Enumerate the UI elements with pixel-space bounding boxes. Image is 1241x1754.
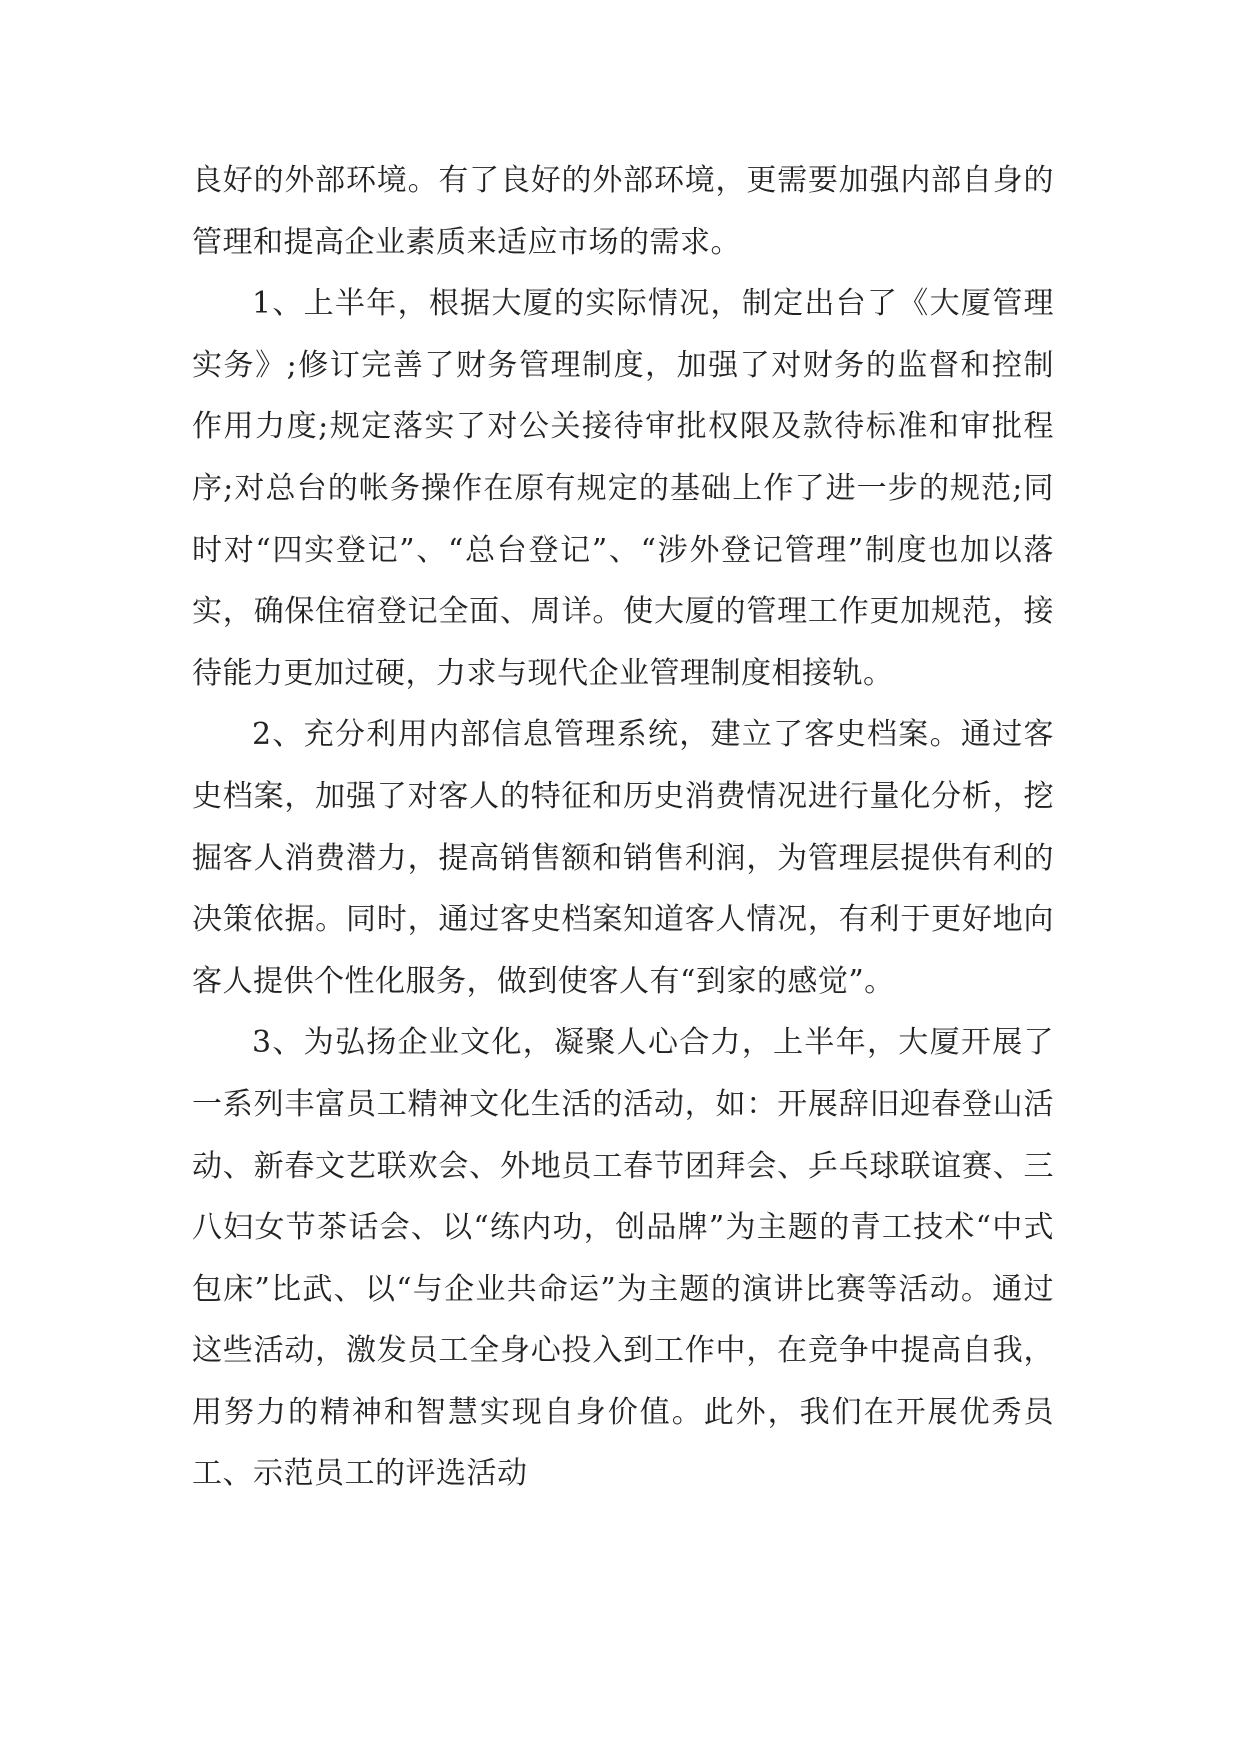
paragraph-item-3: 3、为弘扬企业文化，凝聚人心合力，上半年，大厦开展了一系列丰富员工精神文化生活的活动，如：开展辞旧迎春登山活动、新春文艺联欢会、外地员工春节团拜会、乒乓球联谊赛、三八妇女节茶话会、以“练内功，创品牌”为主题的青工技术“中式包床”比武、以“与企业共命运”为主题的演讲比赛等活动。通过这些活动，激发员工全身心投入到工作中，在竞争中提高自我，用努力的精神和智慧实现自身价值。此外，我们在开展优秀员工、示范员工的评选活动 [192,1025,1054,1492]
document-body [192,150,1054,1505]
paragraph-item-1: 1、上半年，根据大厦的实际情况，制定出台了《大厦管理实务》;修订完善了财务管理制度，加强了对财务的监督和控制作用力度;规定落实了对公关接待审批权限及款待标准和审批程序;对总台的帐务操作在原有规定的基础上作了进一步的规范;同时对“四实登记”、“总台登记”、“涉外登记管理”制度也加以落实，确保住宿登记全面、周详。使大厦的管理工作更加规范，接待能力更加过硬，力求与现代企业管理制度相接轨。 [192,286,1054,691]
paragraph-continuation: 良好的外部环境。有了良好的外部环境，更需要加强内部自身的管理和提高企业素质来适应市场的需求。 [192,163,1054,260]
paragraph-item-2: 2、充分利用内部信息管理系统，建立了客史档案。通过客史档案，加强了对客人的特征和历史消费情况进行量化分析，挖掘客人消费潜力，提高销售额和销售利润，为管理层提供有利的决策依据。同时，通过客史档案知道客人情况，有利于更好地向客人提供个性化服务，做到使客人有“到家的感觉”。 [192,717,1054,999]
